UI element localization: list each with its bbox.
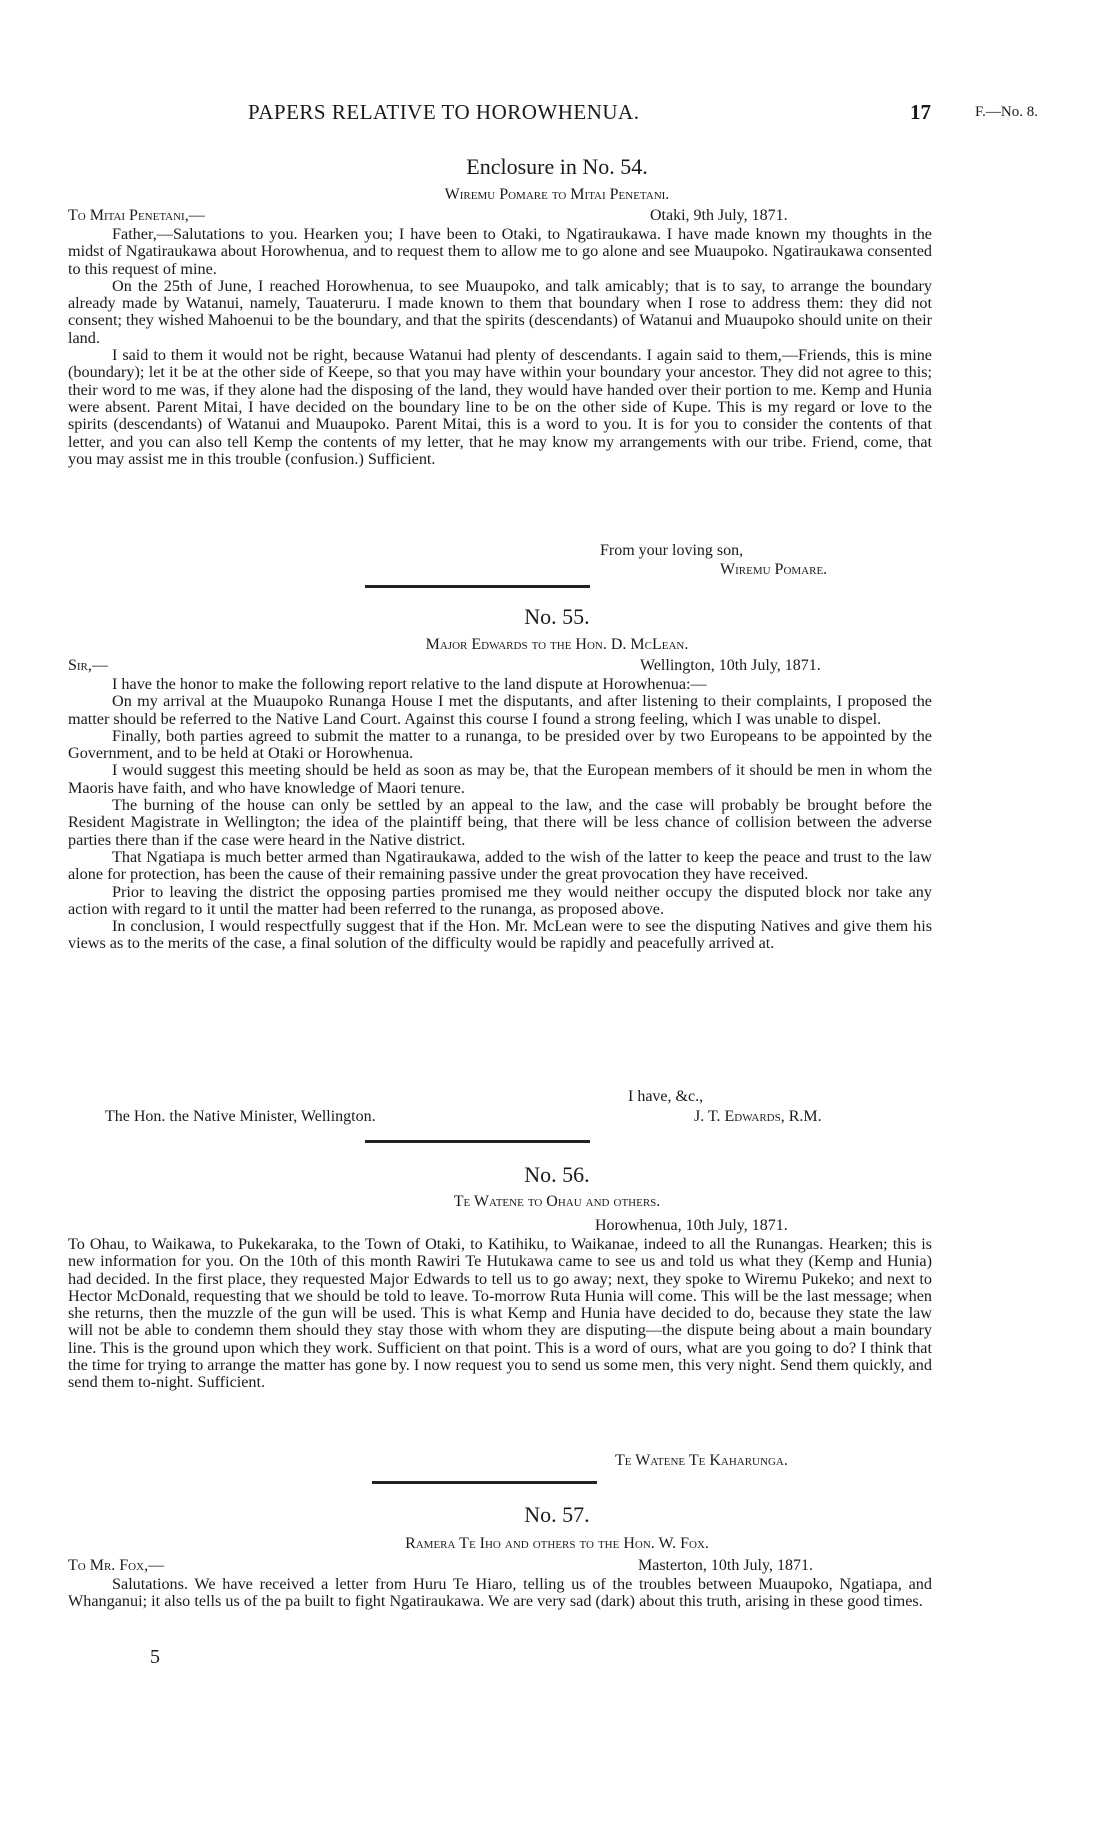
no55-paragraph: In conclusion, I would respectfully suggest that if the Hon. Mr. McLean were to see the disputing Natives and give them his views as to the merits of the case, a final solution of the difficulty would be rapidly and peacefully arrived at. [68,917,932,953]
enclosure-closing: From your loving son, [600,542,744,559]
no55-paragraph: Finally, both parties agreed to submit the matter to a runanga, to be presided over by two Europeans to be appointed by the Government, and to be held at Otaki or Horowhenua. [68,726,932,763]
no55-closing: I have, &c., [628,1088,704,1105]
enclosure-from-to: Wiremu Pomare to Mitai Penetani. [444,186,670,203]
section-divider [365,1140,590,1143]
running-title: PAPERS RELATIVE TO HOROWHENUA. [248,100,640,124]
section-divider [365,585,590,588]
page-header [0,100,1114,130]
no55-paragraph: On my arrival at the Muaupoko Runanga House I met the disputants, and after listening to their complaints, I proposed the matter should be referred to the Native Land Court. Against this course I found a strong feeling, which I was unable to dispel. [68,692,932,728]
no56-paragraph: To Ohau, to Waikawa, to Pukekaraka, to the Town of Otaki, to Katihiku, to Waikanae, indeed to all the Runangas. Hearken; this is new information for you. On the 10th of this month Rawiri Te Hutukawa came to see us and told us what they (Kemp and Hunia) had decided. In the first place, they requested Major Edwards to tell us to go away; next, they spoke to Wiremu Pukeko; and next to Hector McDonald, requesting that we should be told to leave. To-morrow Ruta Hunia will come. This will be the last message; when she returns, then the muzzle of the gun will be used. This is what Kemp and Hunia have decided to do, because they state the law will not be able to condemn them should they stay those with whom they are disputing—the dispute being about a main boundary line. This is the ground upon which they work. Sufficient on that point. This is a word of ours, what are you going to do? I think that the time for trying to arrange the matter has gone by. I now request you to send us some men, this very night. Send them quickly, and send them to-night. Sufficient. [68,1235,932,1392]
page-number: 17 [910,100,931,124]
no55-signature: J. T. Edwards, R.M. [694,1108,822,1125]
no55-place-date: Wellington, 10th July, 1871. [640,657,821,674]
no55-addressee: The Hon. the Native Minister, Wellington. [105,1108,376,1125]
no56-title: No. 56. [524,1162,590,1187]
no56-signature: Te Watene Te Kaharunga. [615,1452,788,1469]
no57-paragraph: Salutations. We have received a letter from Huru Te Hiaro, telling us of the troubles between Muaupoko, Ngatiapa, and Whanganui; it also tells us of the pa built to fight Ngatiraukawa. We are very sad (dark) about this truth, arising in these good times. [68,1575,932,1611]
no57-body [68,1576,932,1611]
no56-place-date: Horowhenua, 10th July, 1871. [595,1217,788,1234]
enclosure-salutation: To Mitai Penetani,— [68,207,205,224]
no57-place-date: Masterton, 10th July, 1871. [638,1557,813,1574]
section-divider [372,1481,597,1484]
no55-paragraph: I would suggest this meeting should be held as soon as may be, that the European members of it should be men in whom the Maoris have faith, and who have knowledge of Maori tenure. [68,761,932,797]
no55-body [68,676,932,953]
enclosure-place-date: Otaki, 9th July, 1871. [650,207,788,224]
no55-paragraph: That Ngatiapa is much better armed than Ngatiraukawa, added to the wish of the latter to keep the peace and trust to the law alone for protection, has been the cause of their remaining passive under the great provocation they have received. [68,847,932,884]
enclosure-signature: Wiremu Pomare. [720,561,828,578]
enclosure-paragraph: On the 25th of June, I reached Horowhenua, to see Muaupoko, and talk amicably; that is to say, to arrange the boundary already made by Watanui, namely, Tauateruru. I made known to them that boundary when I rose to address them: they did not consent; they wished Mahoenui to be the boundary, and that the spirits (descendants) of Watanui and Muaupoko should unite on their land. [68,276,932,347]
enclosure-paragraph: Father,—Salutations to you. Hearken you; I have been to Otaki, to Ngatiraukawa. I have made known my thoughts in the midst of Ngatiraukawa about Horowhenua, and to request them to allow me to go alone and see Muaupoko. Ngatiraukawa consented to this request of mine. [68,225,932,278]
no56-body [68,1236,932,1392]
no57-salutation: To Mr. Fox,— [68,1557,165,1574]
enclosure-title: Enclosure in No. 54. [466,154,648,179]
signature-mark: 5 [150,1646,160,1668]
enclosure-paragraph: I said to them it would not be right, because Watanui had plenty of descendants. I again said to them,—Friends, this is mine (boundary); let it be at the other side of Keepe, so that you may have within your boundary your ancestor. They did not agree to this; their word to me was, if they alone had the disposing of the land, they would have handed over their portion to me. Kemp and Hunia were absent. Parent Mitai, I have decided on the boundary line to be on the other side of Kupe. This is my regard or love to the spirits (descendants) of Watanui and Muaupoko. Parent Mitai, this is a word to you. It is for you to consider the contents of that letter, and you can also tell Kemp the contents of my letter, that he may know my arrangements with our tribe. Friend, come, that you may assist me in this trouble (confusion.) Sufficient. [68,346,932,468]
paper-reference: F.—No. 8. [975,104,1038,120]
no57-from-to: Ramera Te Iho and others to the Hon. W. Fox. [405,1535,709,1552]
no55-paragraph: The burning of the house can only be settled by an appeal to the law, and the case will probably be brought before the Resident Magistrate in Wellington; the idea of the plaintiff being, that there will be less chance of collision between the adverse parties there than if the case were heard in the Native district. [68,796,932,849]
no55-salutation: Sir,— [68,657,108,674]
no55-title: No. 55. [524,604,590,629]
enclosure-body [68,226,932,468]
no56-from-to: Te Watene to Ohau and others. [453,1193,661,1210]
no55-paragraph: I have the honor to make the following report relative to the land dispute at Horowhenua:— [112,675,707,693]
no55-paragraph: Prior to leaving the district the opposing parties promised me they would neither occupy the disputed block nor take any action with regard to it until the matter had been referred to the runanga, as proposed above. [68,882,932,918]
no57-title: No. 57. [524,1502,590,1527]
no55-from-to: Major Edwards to the Hon. D. McLean. [425,636,689,653]
